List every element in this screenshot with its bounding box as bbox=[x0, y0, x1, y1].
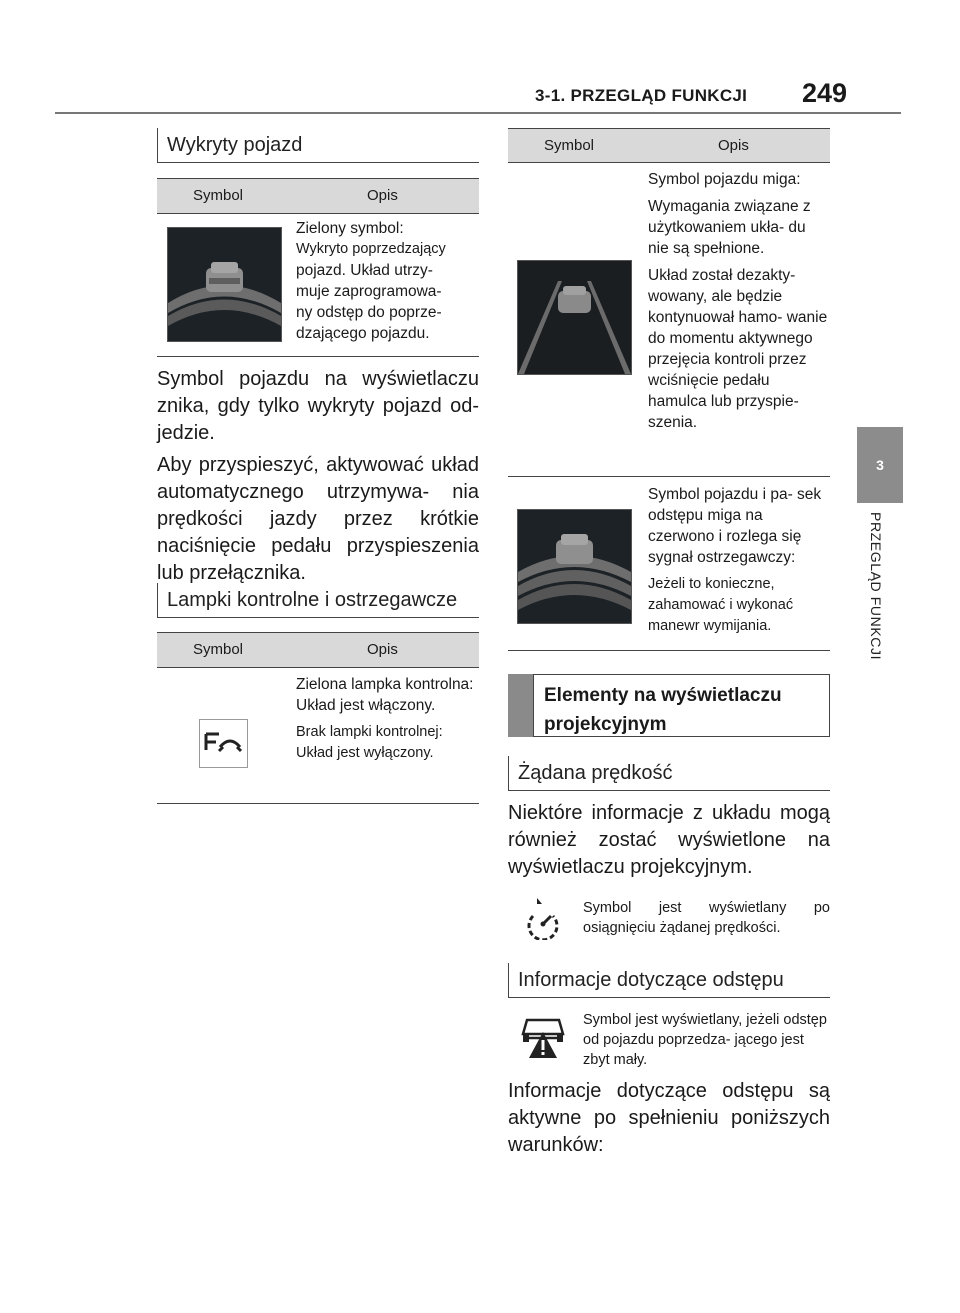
desc-line: dzającego pojazdu. bbox=[296, 325, 430, 342]
paragraph: Informacje dotyczące odstępu są aktywne po spełnieniu poniższych warunków: bbox=[508, 1080, 830, 1156]
col-description: Opis bbox=[367, 641, 398, 658]
page-number: 249 bbox=[802, 78, 848, 108]
body-text-right bbox=[508, 800, 830, 886]
section-title-detected-vehicle: Wykryty pojazd bbox=[157, 128, 479, 163]
box-accent bbox=[508, 674, 533, 737]
row2-description bbox=[648, 484, 830, 643]
col-symbol: Symbol bbox=[193, 641, 244, 658]
table-header bbox=[157, 632, 479, 668]
red-warning-vehicle-symbol-image bbox=[517, 509, 632, 624]
section-header: 3-1. PRZEGLĄD FUNKCJI bbox=[535, 86, 748, 105]
chapter-tab: 3 bbox=[857, 427, 903, 503]
desc-paragraph: Układ został dezakty- wowany, ale będzie kontynuował hamo- wanie do momentu aktywnego przejęcia kontroli przez wciśnięcie pedału hamulca lub przyspie- szenia. bbox=[648, 267, 828, 431]
row1-description bbox=[648, 169, 830, 439]
section-title-distance-info: Informacje dotyczące odstępu bbox=[508, 963, 830, 998]
row2-description bbox=[296, 674, 476, 770]
desc-line: pojazd. Układ utrzy- bbox=[296, 262, 433, 279]
table-bottom-rule bbox=[508, 650, 830, 651]
desc-paragraph: Brak lampki kontrolnej: Układ jest wyłączony. bbox=[296, 724, 443, 761]
desc-line: Wykryto poprzedzający bbox=[296, 241, 446, 257]
desc-line: muje zaprogramowa- bbox=[296, 283, 442, 300]
flashing-vehicle-symbol-image bbox=[517, 260, 632, 375]
table-row-rule bbox=[508, 476, 830, 477]
table-header bbox=[508, 128, 830, 163]
body-text-left bbox=[157, 366, 479, 592]
col-symbol: Symbol bbox=[544, 137, 595, 154]
col-description: Opis bbox=[367, 187, 398, 204]
body-text-right-bottom bbox=[508, 1078, 830, 1164]
paragraph: Niektóre informacje z układu mogą również zostać wyświetlone na wyświetlaczu projekcyjnym. bbox=[508, 802, 830, 878]
section-title-indicator-lamps: Lampki kontrolne i ostrzegawcze bbox=[157, 583, 479, 618]
table-bottom-rule bbox=[157, 356, 479, 357]
chapter-tab-label: PRZEGLĄD FUNKCJI bbox=[868, 512, 884, 661]
table-header bbox=[157, 178, 479, 214]
green-vehicle-symbol-image bbox=[167, 227, 282, 342]
col-description: Opis bbox=[718, 137, 749, 154]
col-symbol: Symbol bbox=[193, 187, 244, 204]
desc-paragraph: Wymagania związane z użytkowaniem ukła- du nie są spełnione. bbox=[648, 198, 811, 257]
paragraph: Aby przyspieszyć, aktywować układ automatycznego utrzymywa- nia prędkości jazdy przez krótkie naciśnięcie pedału przyspieszenia lub przełącznika. bbox=[157, 454, 479, 584]
desc-line: Zielony symbol: bbox=[296, 220, 404, 237]
row1-description bbox=[296, 218, 476, 344]
header-rule bbox=[55, 112, 901, 114]
desc-paragraph: Symbol pojazdu i pa- sek odstępu miga na czerwono i rozlega się sygnał ostrzegawczy: bbox=[648, 486, 822, 566]
icon1-description: Symbol jest wyświetlany po osiągnięciu żądanej prędkości. bbox=[583, 900, 830, 936]
desc-paragraph: Symbol pojazdu miga: bbox=[648, 171, 801, 188]
desc-paragraph: Jeżeli to konieczne, zahamować i wykonać manewr wymijania. bbox=[648, 576, 794, 634]
section-title-desired-speed: Żądana prędkość bbox=[508, 756, 830, 791]
table-bottom-rule bbox=[157, 803, 479, 804]
distance-warning-icon bbox=[519, 1010, 567, 1060]
paragraph: Symbol pojazdu na wyświetlaczu znika, gdy tylko wykryty pojazd od- jedzie. bbox=[157, 368, 479, 444]
icon2-description: Symbol jest wyświetlany, jeżeli odstęp od pojazdu poprzedza- jącego jest zbyt mały. bbox=[583, 1012, 827, 1068]
desc-line: ny odstęp do poprze- bbox=[296, 304, 442, 321]
desc-paragraph: Zielona lampka kontrolna: Układ jest włączony. bbox=[296, 676, 474, 714]
stopwatch-speed-icon bbox=[525, 896, 561, 940]
section-box-title: Elementy na wyświetlaczu projekcyjnym bbox=[533, 674, 830, 737]
distance-control-indicator-icon bbox=[199, 719, 248, 768]
